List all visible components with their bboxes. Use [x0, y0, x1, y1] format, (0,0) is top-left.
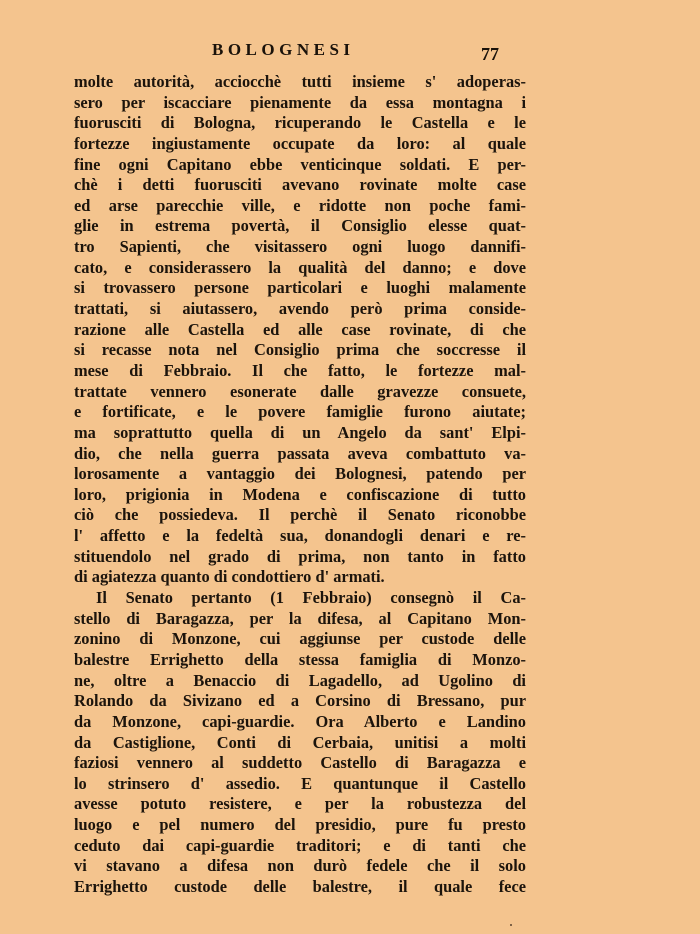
- running-head: [0, 40, 700, 64]
- text-line: tro Sapienti, che visitassero ogni luogo dannifi-: [74, 237, 526, 257]
- text-line: si recasse nota nel Consiglio prima che soccresse il: [74, 340, 526, 360]
- text-line: avesse potuto resistere, e per la robustezza del: [74, 794, 526, 814]
- text-line: dio, che nella guerra passata aveva combattuto va-: [74, 443, 526, 463]
- text-line: luogo e pel numero del presidio, pure fu presto: [74, 815, 526, 835]
- text-line: zonino di Monzone, cui aggiunse per custode delle: [74, 629, 526, 649]
- text-line: glie in estrema povertà, il Consiglio elesse quat-: [74, 216, 526, 236]
- text-line: molte autorità, acciocchè tutti insieme s' adoperas-: [74, 72, 526, 91]
- text-line: fuorusciti di Bologna, ricuperando le Castella e le: [74, 113, 526, 133]
- text-line: da Castiglione, Conti di Cerbaia, unitisi a molti: [74, 732, 526, 752]
- text-line: Rolando da Sivizano ed a Corsino di Bressano, pur: [74, 691, 526, 711]
- text-line: trattati, si aiutassero, avendo però prima conside-: [74, 299, 526, 319]
- text-line: sero per iscacciare pienamente da essa montagna i: [74, 92, 526, 112]
- text-line: lo strinsero d' assedio. E quantunque il Castello: [74, 773, 526, 793]
- text-line: trattate vennero esonerate dalle gravezze consuete,: [74, 381, 526, 401]
- text-line: fortezze ingiustamente occupate da loro: al quale: [74, 133, 526, 153]
- text-line: stello di Baragazza, per la difesa, al Capitano Mon-: [74, 608, 526, 628]
- page-number: 77: [481, 44, 499, 64]
- text-line: fine ogni Capitano ebbe venticinque soldati. E per-: [74, 154, 526, 174]
- text-line: cato, e considerassero la qualità del danno; e dove: [74, 257, 526, 277]
- text-line: Errighetto custode delle balestre, il quale fece: [74, 876, 526, 896]
- text-line: loro, prigionia in Modena e confiscazione di tutto: [74, 484, 526, 504]
- text-line: razione alle Castella ed alle case rovinate, di che: [74, 319, 526, 339]
- text-line: ciò che possiedeva. Il perchè il Senato riconobbe: [74, 505, 526, 525]
- text-line: l' affetto e la fedeltà sua, donandogli denari e re-: [74, 526, 526, 546]
- text-line: ceduto dai capi-guardie traditori; e di tanti che: [74, 835, 526, 855]
- text-line: ed arse parecchie ville, e ridotte non poche fami-: [74, 195, 526, 215]
- text-line: ne, oltre a Benaccio di Lagadello, ad Ugolino di: [74, 670, 526, 690]
- text-line: stituendolo nel grado di prima, non tanto in fatto: [74, 546, 526, 566]
- text-line: mese di Febbraio. Il che fatto, le fortezze mal-: [74, 360, 526, 380]
- text-line: si trovassero persone particolari e luoghi malamente: [74, 278, 526, 298]
- paper-speck: [510, 924, 512, 926]
- text-line: chè i detti fuorusciti avevano rovinate molte case: [74, 175, 526, 195]
- text-line: ma soprattutto quella di un Angelo da sant' Elpi-: [74, 422, 526, 442]
- text-line: faziosi vennero al suddetto Castello di Baragazza e: [74, 753, 526, 773]
- paragraph-end-line: di agiatezza quanto di condottiero d' armati.: [74, 567, 385, 587]
- paragraph-start-line: Il Senato pertanto (1 Febbraio) consegnò il Ca-: [96, 588, 526, 608]
- text-line: e fortificate, e le povere famiglie furono aiutate;: [74, 402, 526, 422]
- text-line: vi stavano a difesa non durò fedele che il solo: [74, 856, 526, 876]
- text-line: da Monzone, capi-guardie. Ora Alberto e Landino: [74, 711, 526, 731]
- text-line: lorosamente a vantaggio dei Bolognesi, patendo per: [74, 464, 526, 484]
- running-title: BOLOGNESI: [212, 40, 355, 59]
- text-line: balestre Errighetto della stessa famiglia di Monzo-: [74, 649, 526, 669]
- body-text: [74, 72, 526, 898]
